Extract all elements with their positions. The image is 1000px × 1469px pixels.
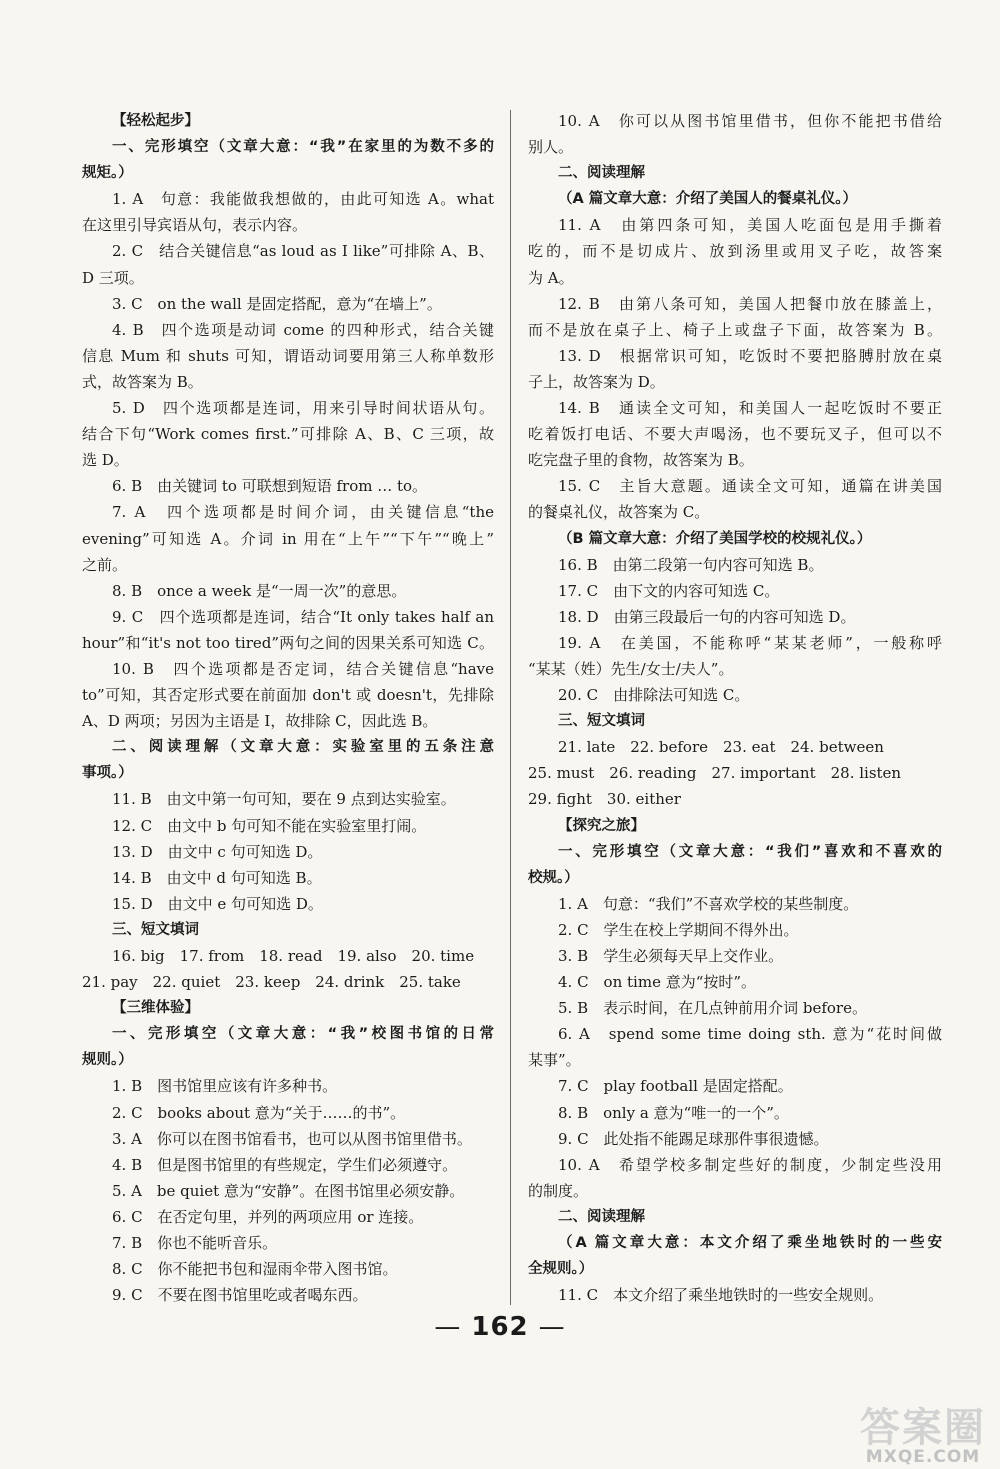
section-heading-line: 二、阅读理解	[558, 165, 645, 182]
section-heading-line: 【探究之旅】	[558, 817, 645, 834]
answer-line: 6. B 由关键词 to 可联想到短语 from … to。	[112, 477, 428, 496]
section-heading-line: 【三维体验】	[112, 1000, 199, 1017]
answer-line: 结合下句“Work comes first.”可排除 A、B、C 三项，故	[82, 425, 494, 444]
answer-line: 4. B 四个选项是动词 come 的四种形式，结合关键	[112, 320, 494, 339]
answer-line: 11. C 本文介绍了乘坐地铁时的一些安全规则。	[558, 1286, 884, 1305]
answer-line: 14. B 通读全文可知，和美国人一起吃饭时不要正	[558, 399, 942, 418]
answer-line: 5. A be quiet 意为“安静”。在图书馆里必须安静。	[112, 1181, 465, 1200]
section-heading-line: 一、完形填空（文章大意：“我”在家里的为数不多的	[112, 139, 494, 156]
section-heading-line: 规矩。）	[82, 165, 133, 182]
answer-line: 7. C play football 是固定搭配。	[558, 1077, 793, 1096]
answer-line: 1. B 图书馆里应该有许多种书。	[112, 1077, 338, 1096]
section-heading-line: （B 篇文章大意：介绍了美国学校的校规礼仪。）	[558, 530, 872, 547]
answer-line: 式，故答案为 B。	[82, 372, 203, 391]
answer-line: 6. A spend some time doing sth. 意为“花时间做	[558, 1025, 942, 1044]
left-column	[82, 108, 494, 1308]
watermark-url: MXQE.COM	[865, 1447, 981, 1467]
answer-line: “某某（姓）先生/女士/夫人”。	[528, 659, 734, 678]
answer-line: 4. B 但是图书馆里的有些规定，学生们必须遵守。	[112, 1155, 458, 1174]
page-number-value: 162	[471, 1312, 529, 1342]
answer-line: 为 A。	[528, 268, 574, 287]
section-heading-line: （A 篇文章大意：本文介绍了乘坐地铁时的一些安	[558, 1235, 942, 1252]
answer-line: 21. pay 22. quiet 23. keep 24. drink 25. take	[82, 973, 461, 992]
section-heading-line: 事项。）	[82, 765, 133, 782]
answer-line: 19. A 在美国，不能称呼“某某老师”，一般称呼	[558, 633, 942, 652]
answer-line: 的制度。	[528, 1181, 589, 1200]
answer-line: 2. C books about 意为“关于……的书”。	[112, 1103, 406, 1122]
section-heading-line: （A 篇文章大意：介绍了美国人的餐桌礼仪。）	[558, 191, 858, 208]
page-number: — 162 —	[434, 1312, 566, 1342]
answer-line: 17. C 由下文的内容可知选 C。	[558, 581, 780, 600]
section-heading-line: 【轻松起步】	[112, 113, 199, 129]
answer-line: 7. A 四个选项都是时间介词，由关键信息“the	[112, 503, 494, 522]
answer-line: 20. C 由排除法可知选 C。	[558, 686, 750, 705]
answer-line: 某事”。	[528, 1051, 581, 1070]
answer-line: 吃着饭打电话、不要大声喝汤，也不要玩叉子，但可以不	[528, 425, 942, 444]
answer-line: 2. C 学生在校上学期间不得外出。	[558, 920, 799, 939]
answer-line: 的餐桌礼仪，故答案为 C。	[528, 503, 710, 522]
answer-line: 9. C 不要在图书馆里吃或者喝东西。	[112, 1286, 368, 1305]
answer-line: 3. A 你可以在图书馆看书，也可以从图书馆里借书。	[112, 1129, 472, 1148]
answer-line: 25. must 26. reading 27. important 28. listen	[528, 764, 902, 783]
answer-line: 18. D 由第三段最后一句的内容可知选 D。	[558, 607, 856, 626]
section-heading-line: 一、完形填空（文章大意：“我”校图书馆的日常	[112, 1026, 494, 1043]
answer-line: 10. A 你可以从图书馆里借书，但你不能把书借给	[558, 112, 942, 130]
answer-line: 在这里引导宾语从句，表示内容。	[82, 216, 308, 235]
answer-line: 13. D 由文中 c 句可知选 D。	[112, 842, 323, 861]
answer-line: 13. D 根据常识可知，吃饭时不要把胳膊肘放在桌	[558, 346, 942, 365]
right-column	[528, 108, 942, 1308]
answer-line: 11. A 由第四条可知，美国人吃面包是用手撕着	[558, 216, 942, 235]
section-heading-line: 规则。）	[82, 1052, 133, 1069]
answer-line: 5. B 表示时间，在几点钟前用介词 before。	[558, 999, 867, 1018]
section-heading-line: 三、短文填词	[112, 921, 199, 938]
watermark-title: 答案圈	[860, 1405, 986, 1451]
answer-line: 29. fight 30. either	[528, 790, 681, 809]
section-heading-line: 三、短文填词	[558, 713, 645, 730]
answer-line: 3. B 学生必须每天早上交作业。	[558, 947, 784, 965]
answer-line: 6. C 在否定句里，并列的两项应用 or 连接。	[112, 1207, 424, 1226]
site-watermark	[860, 1405, 986, 1467]
answer-line: 12. B 由第八条可知，美国人把餐巾放在膝盖上，	[558, 294, 942, 313]
answer-line: 12. C 由文中 b 句可知不能在实验室里打闹。	[112, 816, 427, 835]
answer-line: 3. C on the wall 是固定搭配，意为“在墙上”。	[112, 294, 442, 313]
answer-line: 5. D 四个选项都是连词，用来引导时间状语从句。	[112, 399, 494, 418]
answer-line: 10. A 希望学校多制定些好的制度，少制定些没用	[558, 1155, 942, 1174]
answer-line: 选 D。	[82, 451, 129, 470]
section-heading-line: 二、阅读理解	[558, 1208, 645, 1225]
answer-line: 21. late 22. before 23. eat 24. between	[558, 738, 884, 757]
answer-line: 8. B once a week 是“一周一次”的意思。	[112, 581, 407, 600]
answer-line: 吃的，而不是切成片、放到汤里或用叉子吃，故答案	[528, 242, 942, 261]
answer-line: 16. big 17. from 18. read 19. also 20. time	[112, 947, 475, 965]
answer-line: 9. C 此处指不能踢足球那件事很遗憾。	[558, 1129, 829, 1148]
section-heading-line: 全规则。）	[528, 1261, 594, 1278]
answer-line: 别人。	[528, 138, 574, 157]
answer-line: 10. B 四个选项都是否定词，结合关键信息“have	[112, 659, 494, 678]
answer-line: 7. B 你也不能听音乐。	[112, 1234, 278, 1253]
answer-line: 子上，故答案为 D。	[528, 372, 665, 391]
answer-line: D 三项。	[82, 268, 144, 287]
answer-line: 15. D 由文中 e 句可知选 D。	[112, 894, 323, 913]
answer-line: 1. A 句意：“我们”不喜欢学校的某些制度。	[558, 894, 859, 913]
column-divider	[510, 110, 511, 1305]
answer-line: 15. C 主旨大意题。通读全文可知，通篇在讲美国	[558, 477, 942, 496]
answer-line: 而不是放在桌子上、椅子上或盘子下面，故答案为 B。	[528, 320, 942, 339]
answer-line: 8. C 你不能把书包和湿雨伞带入图书馆。	[112, 1260, 398, 1279]
answer-line: 4. C on time 意为“按时”。	[558, 973, 757, 992]
answer-line: 16. B 由第二段第一句内容可知选 B。	[558, 555, 824, 574]
section-heading-line: 一、完形填空（文章大意：“我们”喜欢和不喜欢的	[558, 843, 942, 860]
answer-line: to”可知，其否定形式要在前面加 don't 或 doesn't，先排除	[82, 686, 494, 705]
answer-line: hour”和“it's not too tired”两句之间的因果关系可知选 C。	[82, 633, 494, 652]
answer-line: 14. B 由文中 d 句可知选 B。	[112, 868, 322, 887]
answer-line: 信息 Mum 和 shuts 可知，谓语动词要用第三人称单数形	[82, 346, 494, 365]
answer-line: 2. C 结合关键信息“as loud as I like”可排除 A、B、	[112, 242, 494, 261]
answer-line: 8. B only a 意为“唯一的一个”。	[558, 1103, 789, 1122]
section-heading-line: 校规。）	[528, 869, 579, 886]
answer-line: 9. C 四个选项都是连词，结合“It only takes half an	[112, 607, 494, 626]
answer-line: 1. A 句意：我能做我想做的，由此可知选 A。what	[112, 190, 494, 209]
answer-line: 11. B 由文中第一句可知，要在 9 点到达实验室。	[112, 790, 456, 809]
section-heading-line: 二、阅读理解（文章大意：实验室里的五条注意	[112, 739, 494, 756]
answer-line: 吃完盘子里的食物，故答案为 B。	[528, 451, 754, 470]
answer-line: A、D 两项；另因为主语是 I，故排除 C，因此选 B。	[82, 712, 438, 731]
answer-line: 之前。	[82, 555, 128, 574]
answer-line: evening”可知选 A。介词 in 用在“上午”“下午”“晚上”	[82, 529, 494, 548]
